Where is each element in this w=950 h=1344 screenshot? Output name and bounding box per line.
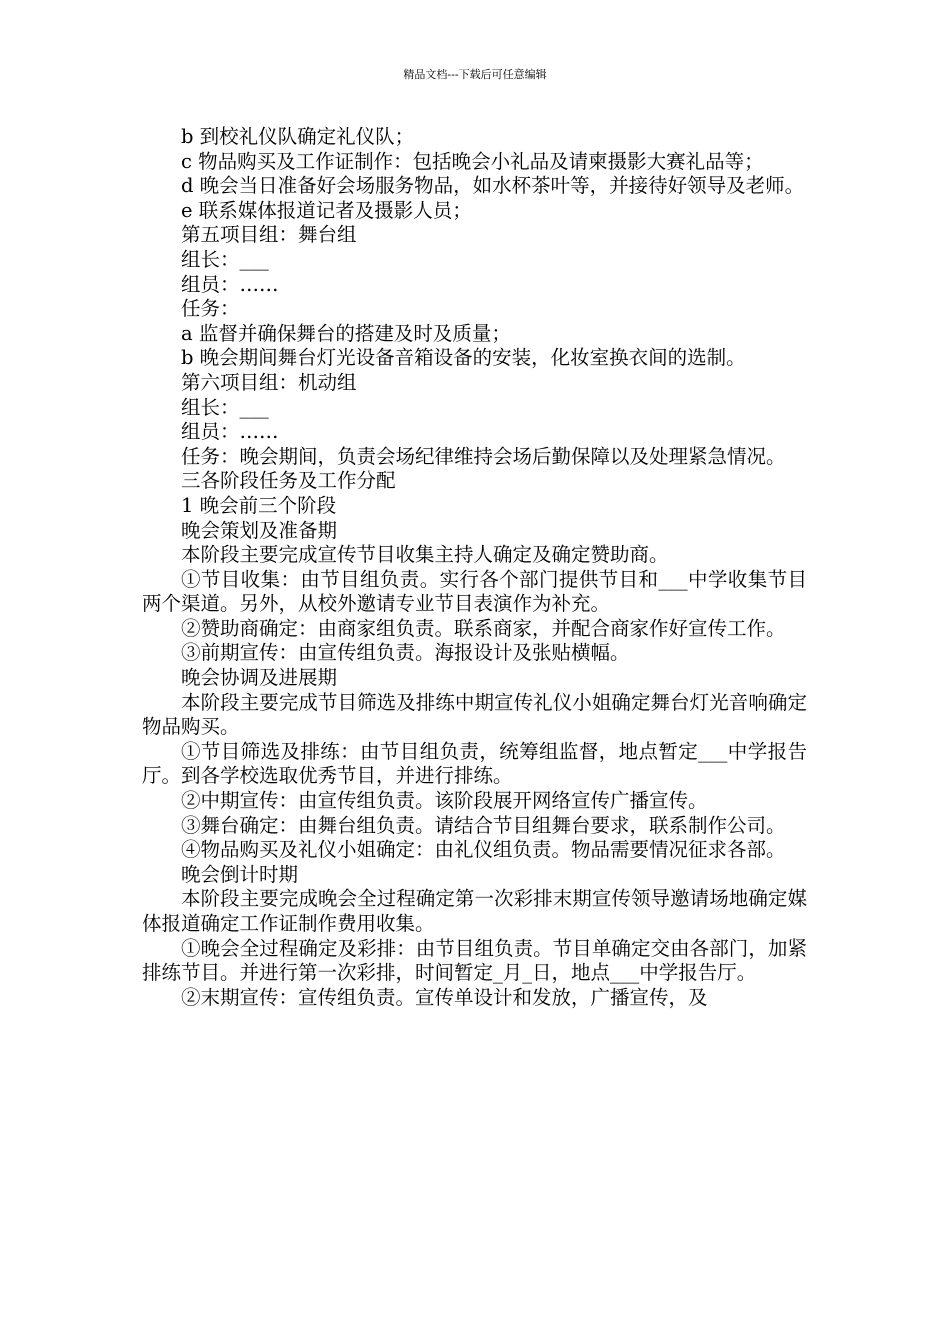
section-heading: 第五项目组：舞台组 xyxy=(181,223,357,247)
paragraph: b 晚会期间舞台灯光设备音箱设备的安装，化妆室换衣间的选制。 xyxy=(181,346,746,370)
paragraph: ④物品购买及礼仪小姐确定：由礼仪组负责。物品需要情况征求各部。 xyxy=(181,838,786,862)
page-header: 精品文档---下载后可任意编辑 xyxy=(403,68,547,81)
paragraph: 任务： xyxy=(181,297,240,321)
paragraph: 1 晚会前三个阶段 xyxy=(181,493,337,517)
section-heading: 三各阶段任务及工作分配 xyxy=(181,469,396,493)
paragraph: 本阶段主要完成宣传节目收集主持人确定及确定赞助商。 xyxy=(181,543,669,567)
paragraph: 组长：___ xyxy=(181,395,269,419)
paragraph: 组长：___ xyxy=(181,247,269,271)
paragraph: b 到校礼仪队确定礼仪队； xyxy=(181,125,415,148)
section-heading: 第六项目组：机动组 xyxy=(181,370,357,394)
paragraph: 组员：…… xyxy=(181,272,279,296)
paragraph: ③舞台确定：由舞台组负责。请结合节目组舞台要求，联系制作公司。 xyxy=(181,813,786,837)
section-heading: 晚会倒计时期 xyxy=(181,862,299,886)
paragraph: ①节目收集：由节目组负责。实行各个部门提供节目和___中学收集节目两个渠道。另外，从校外邀请专业节目表演作为补充。 xyxy=(142,567,807,616)
paragraph: ②中期宣传：由宣传组负责。该阶段展开网络宣传广播宣传。 xyxy=(181,789,708,813)
paragraph: 组员：…… xyxy=(181,420,279,444)
paragraph: d 晚会当日准备好会场服务物品，如水杯茶叶等，并接待好领导及老师。 xyxy=(181,174,805,198)
paragraph: 本阶段主要完成晚会全过程确定第一次彩排末期宣传领导邀请场地确定媒体报道确定工作证制作费用收集。 xyxy=(142,887,807,935)
paragraph: e 联系媒体报道记者及摄影人员； xyxy=(181,198,472,222)
section-heading: 晚会协调及进展期 xyxy=(181,666,338,690)
paragraph: a 监督并确保舞台的搭建及时及质量； xyxy=(181,321,511,345)
document-body xyxy=(142,125,807,1010)
paragraph: ③前期宣传：由宣传组负责。海报设计及张贴横幅。 xyxy=(181,641,630,665)
paragraph: ①晚会全过程确定及彩排：由节目组负责。节目单确定交由各部门，加紧排练节目。并进行第一次彩排，时间暂定_月_日，地点___中学报告厅。 xyxy=(142,936,807,985)
paragraph: ②末期宣传：宣传组负责。宣传单设计和发放，广播宣传，及 xyxy=(181,985,708,1009)
paragraph: 本阶段主要完成节目筛选及排练中期宣传礼仪小姐确定舞台灯光音响确定物品购买。 xyxy=(142,690,807,739)
paragraph: ①节目筛选及排练：由节目组负责，统筹组监督，地点暂定___中学报告厅。到各学校选取优秀节目，并进行排练。 xyxy=(142,739,807,788)
paragraph: c 物品购买及工作证制作：包括晚会小礼品及请柬摄影大赛礼品等； xyxy=(181,149,764,173)
paragraph: 任务：晚会期间，负责会场纪律维持会场后勤保障以及处理紧急情况。 xyxy=(181,444,786,468)
paragraph: ②赞助商确定：由商家组负责。联系商家，并配合商家作好宣传工作。 xyxy=(181,616,786,640)
section-heading: 晚会策划及准备期 xyxy=(181,518,338,542)
